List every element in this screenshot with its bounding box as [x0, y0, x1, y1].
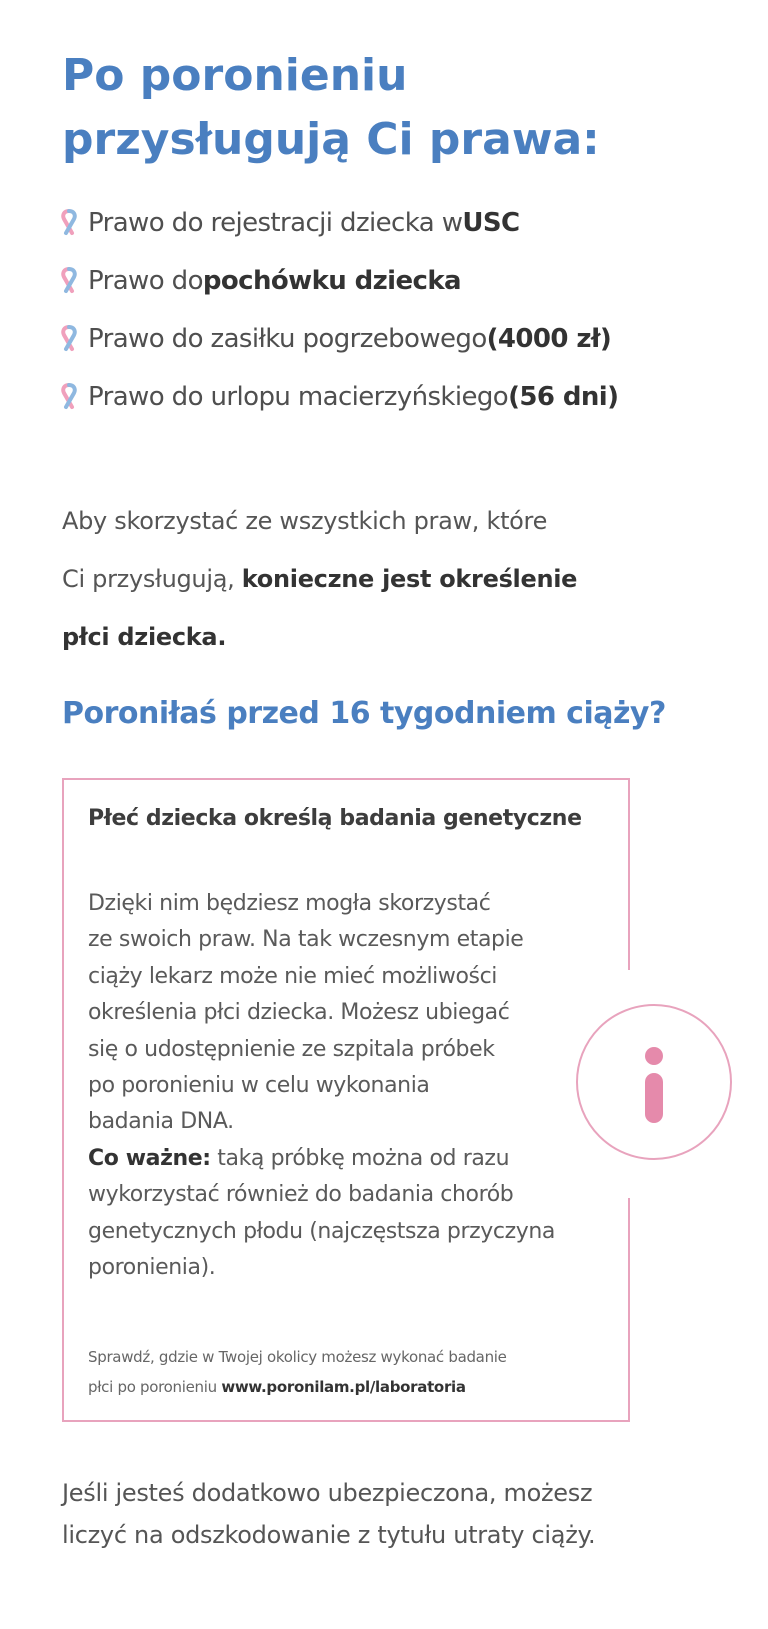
rights-item-bold: USC — [462, 208, 520, 238]
info-box-body-line: określenia płci dziecka. Możesz ubiegać — [88, 1000, 510, 1026]
footnote-line-1: Sprawdź, gdzie w Twojej okolicy możesz wykonać badanie — [88, 1348, 507, 1366]
rights-item-bold: pochówku dziecka — [202, 266, 461, 296]
info-box-body-line: poronienia). — [88, 1255, 216, 1281]
rights-list — [58, 194, 748, 426]
important-label: Co ważne: — [88, 1145, 211, 1171]
intro-line-1: Aby skorzystać ze wszystkich praw, które — [62, 507, 548, 535]
info-box-important-line — [88, 1141, 588, 1177]
rights-item-text: Prawo do zasiłku pogrzebowego — [88, 324, 487, 354]
info-box-body-line: ze swoich praw. Na tak wczesnym etapie — [88, 927, 524, 953]
section-question-heading: Poroniłaś przed 16 tygodniem ciąży? — [62, 696, 666, 731]
awareness-ribbon-icon — [58, 383, 80, 411]
intro-paragraph — [62, 492, 742, 666]
rights-item-funeral-allowance — [58, 310, 748, 368]
info-box-body-line: po poronieniu w celu wykonania — [88, 1073, 430, 1099]
info-box-body — [88, 886, 588, 1286]
rights-item-registration — [58, 194, 748, 252]
rights-item-maternity-leave — [58, 368, 748, 426]
closing-paragraph — [62, 1472, 742, 1556]
info-circle — [576, 1004, 732, 1160]
laboratory-link[interactable]: www.poronilam.pl/laboratoria — [221, 1378, 466, 1396]
info-icon — [578, 1006, 730, 1158]
info-box-body-line: ciąży lekarz może nie mieć możliwości — [88, 963, 498, 989]
info-box-footnote — [88, 1342, 608, 1402]
page-title — [62, 44, 702, 172]
awareness-ribbon-icon — [58, 325, 80, 353]
info-box-body-line: się o udostępnienie ze szpitala próbek — [88, 1036, 495, 1062]
title-line-2: przysługują Ci prawa: — [62, 114, 600, 165]
footnote-line-2 — [88, 1372, 608, 1402]
awareness-ribbon-icon — [58, 209, 80, 237]
rights-item-burial — [58, 252, 748, 310]
info-box-heading: Płeć dziecka określą badania genetyczne — [88, 806, 582, 831]
footnote-line-2-text: płci po poronieniu — [88, 1378, 222, 1396]
info-box-body-line: Dzięki nim będziesz mogła skorzystać — [88, 891, 491, 916]
closing-line-1: Jeśli jesteś dodatkowo ubezpieczona, możesz — [62, 1479, 593, 1507]
info-box-body-line: wykorzystać również do badania chorób — [88, 1182, 514, 1208]
rights-item-text: Prawo do — [88, 266, 203, 296]
rights-item-bold: (56 dni) — [508, 382, 619, 412]
intro-line-2 — [62, 550, 742, 608]
rights-item-text: Prawo do urlopu macierzyńskiego — [88, 382, 509, 412]
intro-line-3: płci dziecka. — [62, 623, 227, 651]
title-line-1: Po poronieniu — [62, 50, 408, 101]
info-box — [62, 778, 630, 1422]
rights-item-bold: (4000 zł) — [486, 324, 612, 354]
rights-item-text: Prawo do rejestracji dziecka w — [88, 208, 463, 238]
closing-line-2: liczyć na odszkodowanie z tytułu utraty ciąży. — [62, 1521, 596, 1549]
intro-line-2-bold: konieczne jest określenie — [241, 565, 578, 593]
important-text: taką próbkę można od razu — [210, 1145, 510, 1171]
intro-line-2-plain: Ci przysługują, — [62, 565, 242, 593]
info-box-body-line: genetycznych płodu (najczęstsza przyczyna — [88, 1218, 555, 1244]
info-box-body-line: badania DNA. — [88, 1109, 234, 1135]
awareness-ribbon-icon — [58, 267, 80, 295]
